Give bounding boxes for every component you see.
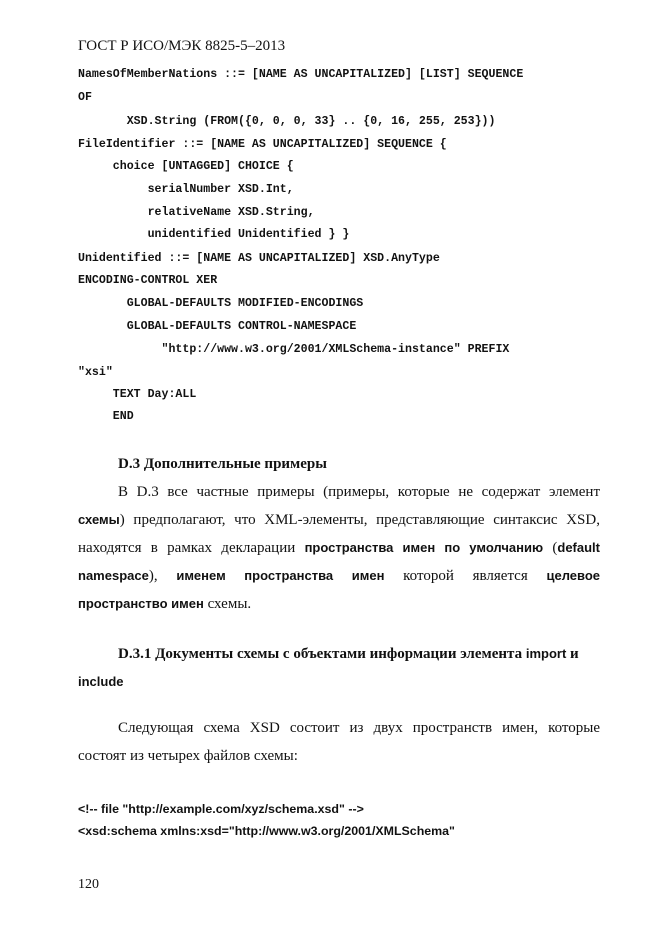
code-line: Unidentified ::= [NAME AS UNCAPITALIZED] XSD.AnyType (78, 252, 440, 265)
section-d3-paragraph (78, 478, 600, 618)
xml-line: <xsd:schema xmlns:xsd="http://www.w3.org/2001/XMLSchema" (78, 824, 455, 838)
section-d31-paragraph (78, 714, 600, 770)
code-line: choice [UNTAGGED] CHOICE { (78, 160, 294, 173)
term-namespace-name: именем пространства имен (176, 568, 385, 583)
document-header: ГОСТ Р ИСО/МЭК 8825-5–2013 (78, 38, 286, 54)
para-text: ( (543, 540, 558, 556)
xml-line: <!-- file "http://example.com/xyz/schema.xsd" --> (78, 802, 364, 816)
para-text: Следующая схема XSD состоит из двух пространств имен, которые состоят из четырех файлов схемы: (78, 720, 600, 764)
para-text: В D.3 все частные примеры (примеры, которые не содержат элемент (118, 484, 600, 500)
code-line: unidentified Unidentified } } (78, 228, 350, 241)
code-line: GLOBAL-DEFAULTS CONTROL-NAMESPACE (78, 320, 357, 333)
code-line: TEXT Day:ALL (78, 388, 197, 401)
term-default-namespace-en: default namespace (78, 540, 600, 583)
code-line: XSD.String (FROM({0, 0, 0, 33} .. {0, 16, 255, 253})) (78, 115, 496, 128)
term-target-namespace: целевое пространство имен (78, 568, 601, 611)
title-text: и (566, 646, 579, 662)
title-term-include: include (78, 674, 124, 689)
code-line: FileIdentifier ::= [NAME AS UNCAPITALIZED] SEQUENCE { (78, 138, 447, 151)
section-d31-title (78, 640, 600, 696)
code-line: GLOBAL-DEFAULTS MODIFIED-ENCODINGS (78, 297, 364, 310)
title-text: D.3.1 Документы схемы с объектами информации элемента (118, 646, 526, 662)
code-line: OF (78, 91, 92, 104)
code-line: "xsi" (78, 366, 113, 379)
code-line: NamesOfMemberNations ::= [NAME AS UNCAPITALIZED] [LIST] SEQUENCE (78, 68, 524, 81)
para-text: ) предполагают, что XML-элементы, представляющие синтаксис XSD, находятся в рамках декларации (78, 512, 600, 556)
code-line: relativeName XSD.String, (78, 206, 315, 219)
title-term-import: import (525, 646, 567, 661)
code-line: "http://www.w3.org/2001/XMLSchema-instance" PREFIX (78, 343, 510, 356)
code-line: serialNumber XSD.Int, (78, 183, 294, 196)
code-line: END (78, 410, 134, 423)
code-line: ENCODING-CONTROL XER (78, 274, 218, 287)
para-text: ), (148, 568, 177, 584)
section-d3-title: D.3 Дополнительные примеры (118, 456, 327, 472)
page-number: 120 (78, 877, 99, 892)
para-text: схемы. (203, 596, 252, 612)
term-default-namespace: пространства имен по умолчанию (304, 540, 544, 555)
para-text: которой является (384, 568, 547, 584)
term-schema: схемы (78, 512, 120, 527)
